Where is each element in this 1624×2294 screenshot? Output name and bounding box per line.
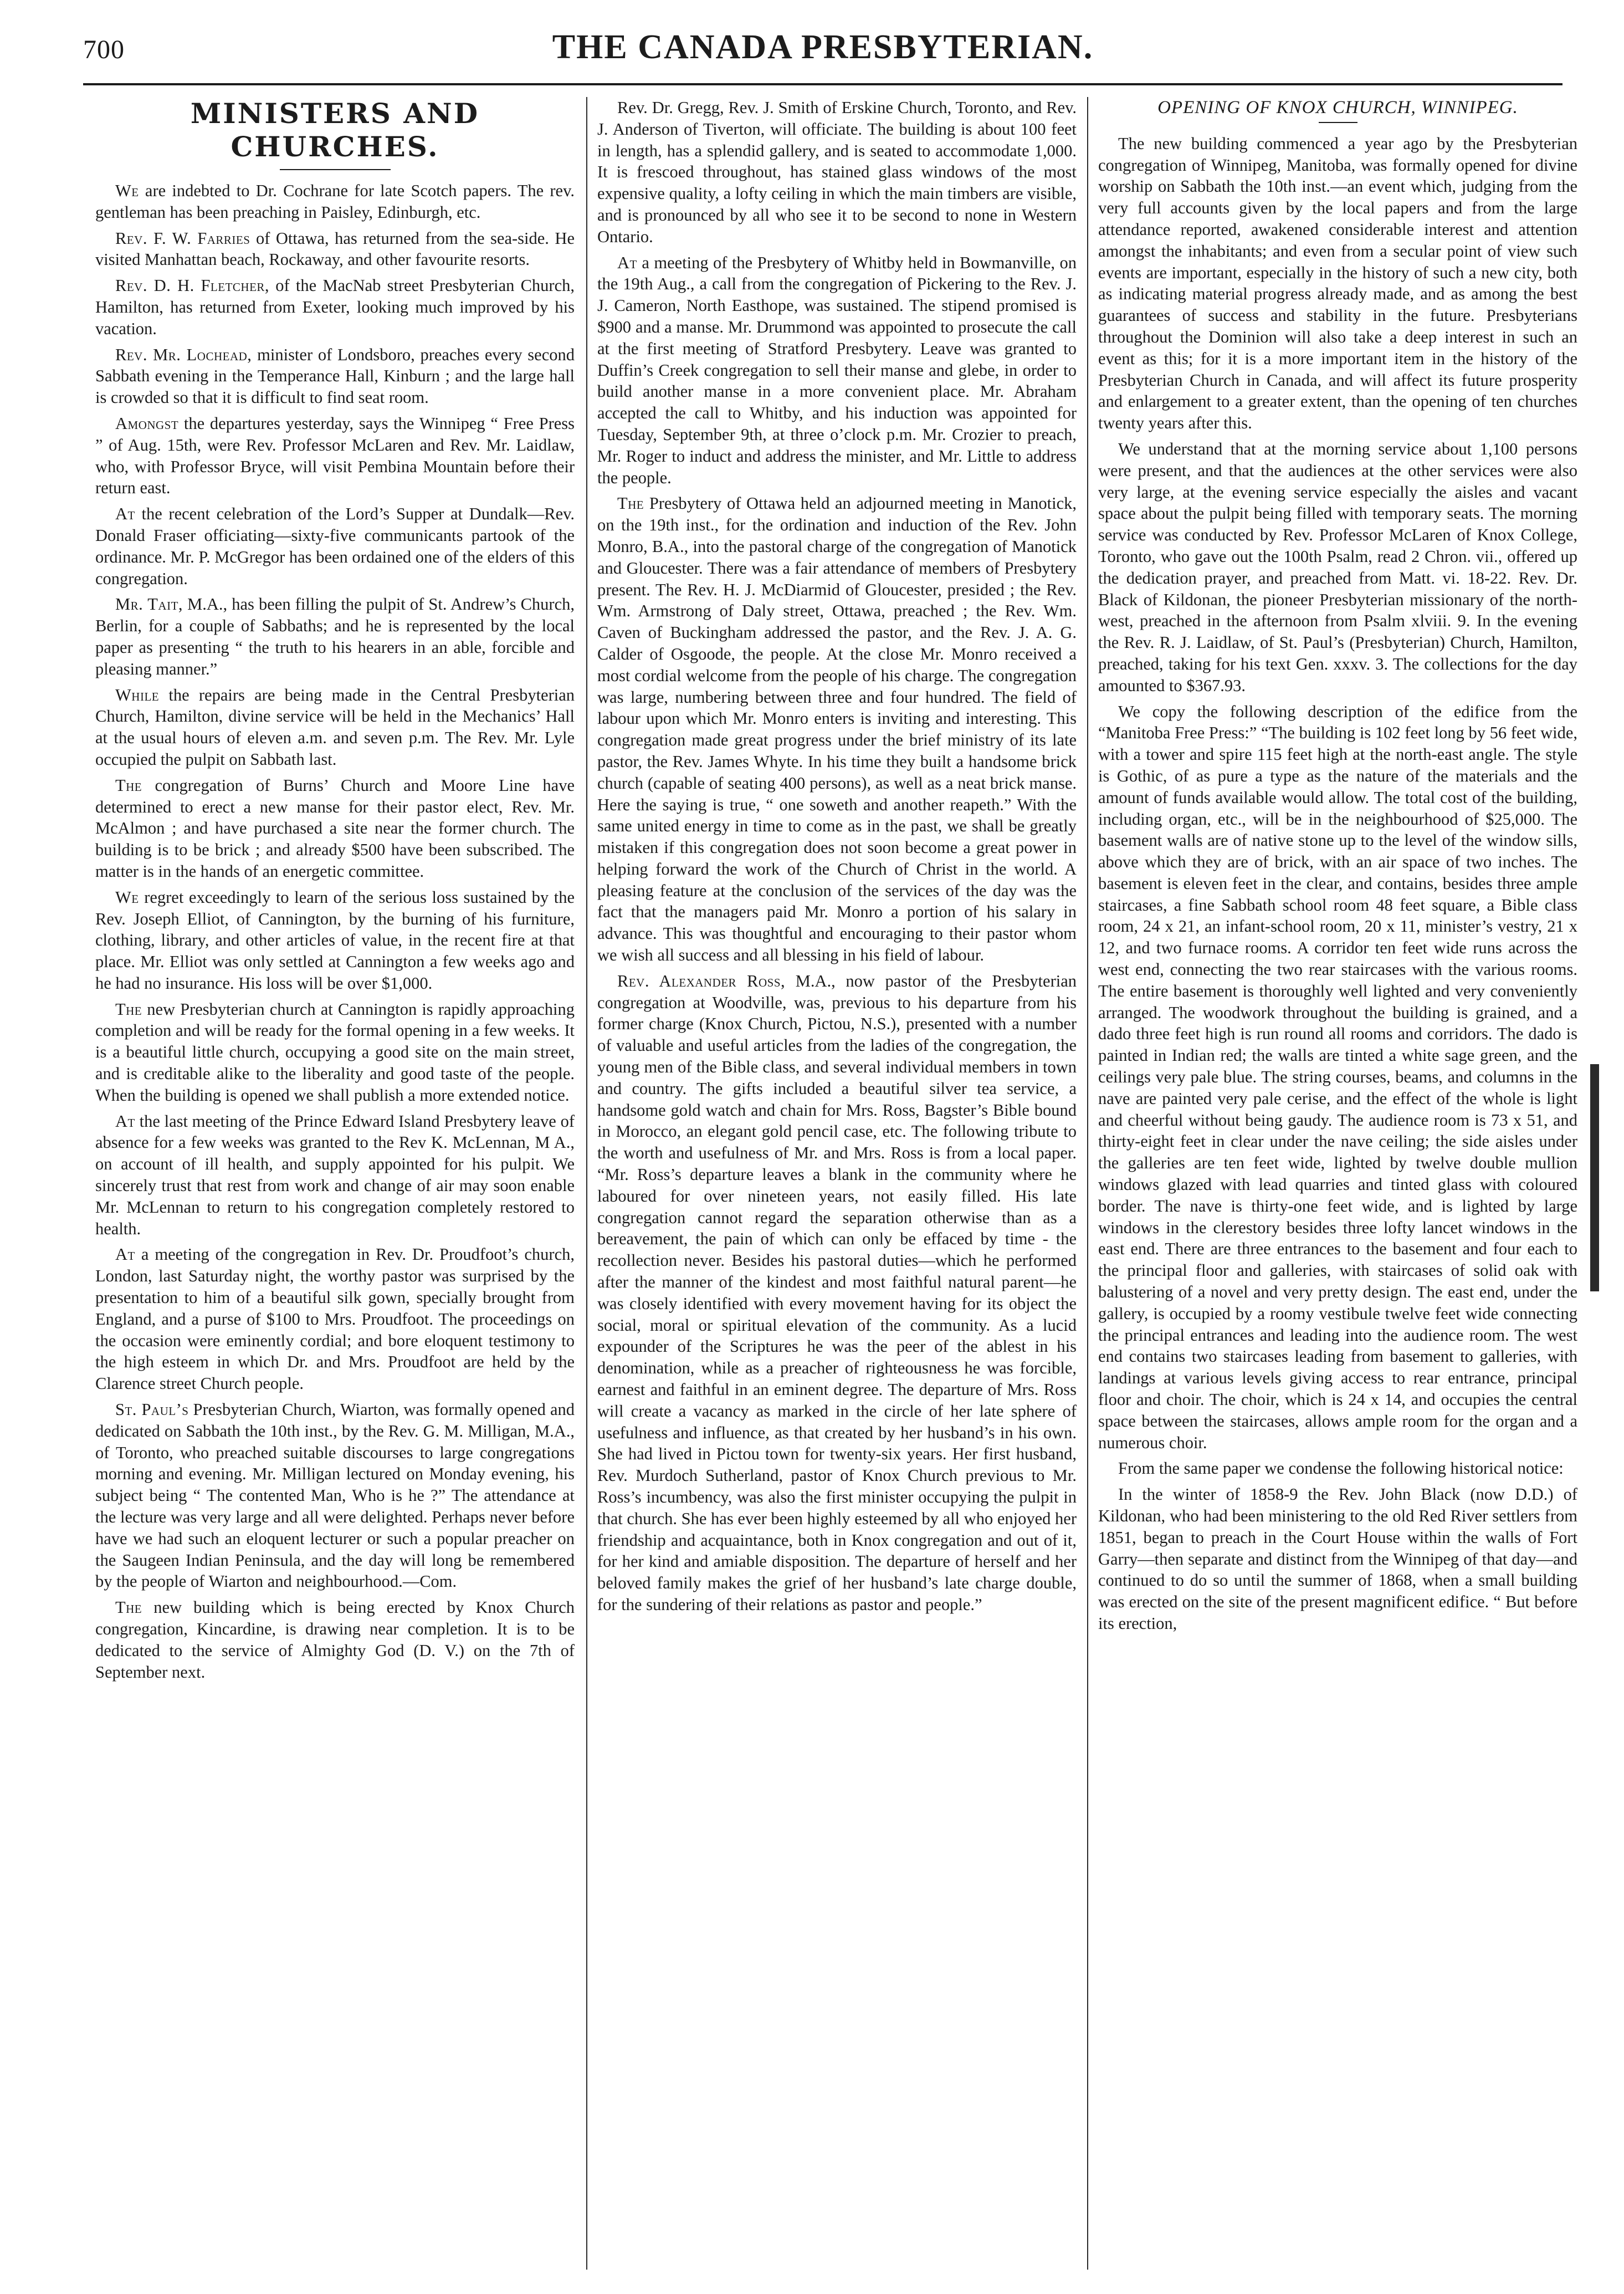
page-header [83, 28, 1562, 78]
paragraph [95, 1244, 575, 1394]
paragraph-lead: At [617, 253, 637, 272]
paragraph [95, 775, 575, 882]
paragraph-lead: At [115, 1111, 135, 1131]
paragraph [95, 180, 575, 223]
paragraph-text: The new building commenced a year ago by the Presbyterian congregation of Winnipeg, Manitoba, was formally opened for divine worship on Sabbath the 10th inst.—an event which, judging from the very full accounts given by the local papers and from the large attendance reported, awakened considerable interest and attention amongst the inhabitants; and even from a secular point of view such events are important, especially in the history of such a new city, both as indicating material progress already made, and as among the best guarantees of success and stability in the future. Presbyterians throughout the Dominion will also take a deep interest in such an event as this; for it is a more important item in the history of the Presbyterian Church in Canada, and will affect its future prosperity and enlargement to a greater extent, than the opening of ten churches twenty years after this. [1098, 134, 1577, 433]
paragraph-list [597, 97, 1077, 1616]
paragraph [597, 252, 1077, 489]
paragraph-lead: While [115, 685, 160, 704]
paragraph-text: new Presbyterian church at Cannington is rapidly approaching completion and will be ready for the formal opening in a few weeks. It is a beautiful little church, occupying a good site on the main street, and is creditable alike to the liberality and good taste of the people. When the building is opened we shall publish a more extended notice. [95, 999, 575, 1105]
paragraph [95, 594, 575, 679]
paragraph-text: the recent celebration of the Lord’s Supper at Dundalk—Rev. Donald Fraser officiating—sixty-five communicants partook of the ordinance. Mr. P. McGregor has been ordained one of the elders of this congregation. [95, 504, 575, 588]
section-title: MINISTERS AND CHURCHES. [190, 97, 480, 163]
paragraph-text: We copy the following description of the edifice from the “Manitoba Free Press:” “The building is 102 feet long by 56 feet wide, with a tower and spire 115 feet high at the north-east angle. The style is Gothic, of as pure a type as the nature of the materials and the amount of funds available would allow. The total cost of the building, including organ, etc., will be in the neighbourhood of $25,000. The basement walls are of native stone up to the level of the window sills, above which they are of brick, with an air space of two inches. The basement is eleven feet in the clear, and contains, besides three ample staircases, a fine Sabbath school room 48 feet square, a Bible class room, 24 x 21, an infant-school room, 20 x 11, minister’s vestry, 21 x 12, and two furnace rooms. A corridor ten feet wide runs across the west end, connecting the two rear staircases with the various rooms. The entire basement is thoroughly well lighted and very conveniently arranged. The woodwork throughout the building is grained, and a dado three feet high is run round all rooms and corridors. The dado is painted in Indian red; the walls are tinted a white sage green, and the ceilings very pale blue. The string courses, beams, and columns in the nave are painted very pale cerise, and the effect of the whole is light and cheerful without being gaudy. The audience room is 73 x 51, and thirty-eight feet in clear under the nave ceiling; the side aisles under the galleries are ten feet wide, lighted by twelve double mullion windows glazed with lead quarries and tinted glass with coloured border. The nave is thirty-one feet wide, and is lighted by large windows in the clerestory besides three lofty lancet windows in the east end. There are three entrances to the basement and four each to the principal floor and galleries, with staircases of solid oak with balustering of a novel and very pretty design. The east end, under the gallery, is occupied by a roomy vestibule twelve feet wide connecting the principal entrances and leading into the audience room. The west end contains two staircases leading from basement to galleries, with landings at various levels giving access to rear entrance, principal floor and choir. The choir, which is 24 x 14, and occupies the central space between the staircases, allows ample room for the organ and a numerous choir. [1098, 702, 1577, 1452]
paragraph [95, 887, 575, 994]
paragraph-lead: St. Paul’s [115, 1400, 189, 1419]
paragraph-text: Presbytery of Ottawa held an adjourned meeting in Manotick, on the 19th inst., for the ordination and induction of the Rev. John Monro, B.A., into the pastoral charge of the congregation of Manotick and Gloucester. There was a fair attendance of members of Presbytery present. The Rev. H. J. McDiarmid of Gloucester, presided ; the Rev. Wm. Armstrong of Daly street, Ottawa, preached ; the Rev. Wm. Caven of Buckingham addressed the pastor, and the Rev. J. A. G. Calder of Osgoode, the people. At the close Mr. Monro received a most cordial welcome from the people of his charge. The congregation was large, numbering between three and four hundred. The field of labour upon which Mr. Monro enters is inviting and interesting. This congregation made great progress under the brief ministry of its late pastor, the Rev. James Whyte. In his time they built a handsome brick church (capable of seating 400 persons), as well as a neat brick manse. Here the saying is true, “ one soweth and another reapeth.” With the same united energy in time to come as in the past, we shall be greatly mistaken if this congregation does not soon become a great power in helping forward the work of the Church of Christ in the world. A pleasing feature at the conclusion of the services of the day was the fact that the managers paid Mr. Monro a portion of his salary in advance. This was thoughtful and encouraging to their pastor whom we wish all success and all blessing in his field of labour. [597, 494, 1077, 965]
paragraph-text: congregation of Burns’ Church and Moore Line have determined to erect a new manse for their pastor elect, Rev. Mr. McAlmon ; and have purchased a site near the former church. The building is to be brick ; and already $500 have been subscribed. The matter is in the hands of an energetic committee. [95, 775, 575, 881]
paragraph-lead: We [115, 887, 139, 907]
masthead: THE CANADA PRESBYTERIAN. [552, 28, 1094, 66]
paragraph-text: M.A., now pastor of the Presbyterian congregation at Woodville, was, previous to his departure from his former charge (Knox Church, Pictou, N.S.), presented with a number of valuable and useful articles from the ladies of the congregation, the young men of the Bible class, and several individual members in town and country. The gifts included a beautiful silver tea service, a handsome gold watch and chain for Mrs. Ross, Bagster’s Bible bound in Morocco, an elegant gold pencil case, etc. The following tribute to the worth and usefulness of Mr. and Mrs. Ross is from a local paper. “Mr. Ross’s departure leaves a blank in the community where he laboured for over nineteen years, not easily filled. His late congregation cannot regard the separation otherwise than as a bereavement, the pain of which can only be effaced by time - the recollection never. Besides his pastoral duties—which he performed after the manner of the kindest and most faithful natural parent—he was closely identified with every movement having for its object the social, moral or spiritual elevation of the community. As a lucid expounder of the Scriptures he was the peer of the ablest in his denomination, while as a preacher of righteousness he was forcible, earnest and faithful in an eminent degree. The departure of Mrs. Ross will create a vacancy as marked in the circle of her late sphere of usefulness and influence, as that created by her husband’s in his own. She had lived in Pictou town for twenty-six years. Her first husband, Rev. Murdoch Sutherland, pastor of Knox Church previous to Mr. Ross’s incumbency, was also the first minister occupying the pulpit in that church. She has ever been highly esteemed by all who enjoyed her friendship and acquaintance, both in Knox congregation and out of it, for her kind and amiable disposition. The departure of herself and her beloved family makes the grief of her husband’s late charge double, for the sundering of their relations as pastor and people.” [597, 971, 1077, 1614]
paragraph-text: regret exceedingly to learn of the serious loss sustained by the Rev. Joseph Elliot, of Cannington, by the burning of his furniture, clothing, library, and other articles of value, in the recent fire at that place. Mr. Elliot was only settled at Cannington a few weeks ago and he had no insurance. His loss will be over $1,000. [95, 887, 575, 993]
paragraph [95, 1111, 575, 1240]
article-title-rule [1319, 122, 1357, 123]
paragraph-lead: Rev. D. H. Fletcher, [115, 276, 270, 295]
section-title-rule [280, 169, 391, 170]
paragraph-lead: Rev. Mr. Lochead, [115, 345, 252, 364]
paragraph-text: In the winter of 1858-9 the Rev. John Black (now D.D.) of Kildonan, who had been ministering to the old Red River settlers from 1851, began to preach in the Court House within the walls of Fort Garry—then separate and distinct from the Winnipeg of that day—and continued to do so until the summer of 1868, when a small building was erected on the site of the present magnificent edifice. “ But before its erection, [1098, 1485, 1577, 1633]
paragraph [1098, 438, 1577, 697]
paragraph-text: Presbyterian Church, Wiarton, was formally opened and dedicated on Sabbath the 10th inst., by the Rev. G. M. Milligan, M.A., of Toronto, who preached suitable discourses to large congregations morning and evening. Mr. Milligan lectured on Monday evening, his subject being “ The contented Man, Who is he ?” The attendance at the lecture was very large and all were delighted. Perhaps never before have we had such an eloquent lecturer or such a popular preacher on the Saugeen Indian Peninsula, and the day will long be remembered by the people of Wiarton and neighbourhood.—Com. [95, 1400, 575, 1591]
paragraph-lead: At [115, 1245, 135, 1264]
paragraph-text: new building which is being erected by Knox Church congregation, Kincardine, is drawing near completion. It is to be dedicated to the service of Almighty God (D. V.) on the 7th of September next. [95, 1598, 575, 1682]
paragraph-text: a meeting of the congregation in Rev. Dr. Proudfoot’s church, London, last Saturday night, the worthy pastor was surprised by the presentation to him of a beautiful silk gown, specially brought from England, and a purse of $100 to Mrs. Proudfoot. The proceedings on the occasion were eminently cordial; and bore eloquent testimony to the high esteem in which Dr. and Mrs. Proudfoot are held by the Clarence street Church people. [95, 1245, 575, 1393]
paragraph-text: M.A., has been filling the pulpit of St. Andrew’s Church, Berlin, for a couple of Sabbaths; and he is represented by the local paper as presenting “ the truth to his hearers in an able, forcible and pleasing manner.” [95, 595, 575, 678]
paragraph-text: the repairs are being made in the Central Presbyterian Church, Hamilton, divine service will be held in the Mechanics’ Hall at the usual hours of eleven a.m. and seven p.m. The Rev. Mr. Lyle occupied the pulpit on Sabbath last. [95, 685, 575, 769]
paragraph-lead: The [115, 999, 142, 1019]
paragraph-text: a meeting of the Presbytery of Whitby held in Bowmanville, on the 19th Aug., a call from the congregation of Pickering to the Rev. J. J. Cameron, North Easthope, was sustained. The stipend promised is $900 and a manse. Mr. Drummond was appointed to prosecute the call at the first meeting of Stratford Presbytery. Leave was granted to Duffin’s Creek congregation to sell their manse and glebe, in order to build another manse in a more convenient place. Mr. Abraham accepted the call to Whitby, and his induction was appointed for Tuesday, September 9th, at three o’clock p.m. Mr. Crozier to preach, Mr. Roger to induct and address the minister, and Mr. Little to address the people. [597, 253, 1077, 487]
paragraph-text: From the same paper we condense the following historical notice: [1118, 1459, 1564, 1478]
paragraph-text: We understand that at the morning service about 1,100 persons were present, and that the audiences at the other services were also very large, at the evening service especially the aisles and vacant space about the pulpit being filled with temporary seats. The morning service was conducted by Rev. Professor McLaren of Knox College, Toronto, who gave out the 100th Psalm, read 2 Chron. vii., offered up the dedication prayer, and preached from Matt. vi. 18-22. Rev. Dr. Black of Kildonan, the pioneer Presbyterian missionary of the north-west, preached in the afternoon from Psalm xlviii. 9. In the evening the Rev. R. J. Laidlaw, of St. Paul’s (Presbyterian) Church, Hamilton, preached, taking for his text Gen. xxxv. 3. The collections for the day amounted to $367.93. [1098, 439, 1577, 695]
paragraph [1098, 1458, 1577, 1479]
paragraph [95, 228, 575, 271]
paragraph-text: the departures yesterday, says the Winnipeg “ Free Press ” of Aug. 15th, were Rev. Professor McLaren and Rev. Mr. Laidlaw, who, with Professor Bryce, will visit Pembina Mountain before their return east. [95, 413, 575, 498]
paragraph [95, 275, 575, 339]
column-2 [597, 97, 1077, 2275]
paragraph [95, 1399, 575, 1592]
paragraph-lead: Amongst [115, 413, 179, 433]
paragraph [95, 413, 575, 499]
paragraph [597, 970, 1077, 1616]
paragraph-lead: At [115, 504, 135, 524]
column-rule [586, 97, 587, 2270]
paragraph-text: minister of Londsboro, preaches every second Sabbath evening in the Temperance Hall, Kinburn ; and the large hall is crowded so that it is difficult to find seat room. [95, 345, 575, 407]
paragraph [597, 97, 1077, 248]
paragraph [95, 344, 575, 408]
paragraph-lead: The [617, 494, 644, 513]
paragraph-text: of Ottawa, has returned from the sea-side. He visited Manhattan beach, Rockaway, and other favourite resorts. [95, 228, 575, 269]
paragraph-lead: Rev. Alexander Ross, [617, 971, 786, 990]
column-3 [1098, 97, 1577, 2275]
paragraph [597, 493, 1077, 966]
paragraph-lead: Rev. F. W. Farries [115, 228, 250, 248]
page-number: 700 [83, 35, 125, 64]
paragraph-list [95, 180, 575, 1683]
paragraph-lead: The [115, 775, 142, 795]
paragraph-text: are indebted to Dr. Cochrane for late Scotch papers. The rev. gentleman has been preaching in Paisley, Edinburgh, etc. [95, 181, 575, 222]
paragraph-list [1098, 133, 1577, 1634]
column-rule [1087, 97, 1088, 2270]
column-1 [95, 97, 575, 2275]
paragraph [1098, 133, 1577, 434]
paragraph [95, 503, 575, 589]
article-title: OPENING OF KNOX CHURCH, WINNIPEG. [1157, 98, 1518, 117]
paragraph-text: the last meeting of the Prince Edward Island Presbytery leave of absence for a few weeks was granted to the Rev K. McLennan, M A., on account of ill health, and supply appointed for his pulpit. We sincerely trust that rest from work and change of air may soon enable Mr. McLennan to return to his congregation completely restored to health. [95, 1111, 575, 1238]
header-rule [83, 83, 1562, 85]
paragraph [95, 1597, 575, 1683]
paragraph-lead: The [115, 1598, 142, 1617]
paragraph [95, 684, 575, 770]
paragraph [1098, 1484, 1577, 1634]
margin-bar [1590, 1064, 1599, 1291]
paragraph-lead: Mr. Tait, [115, 595, 183, 614]
paragraph [1098, 701, 1577, 1454]
paragraph-text: Rev. Dr. Gregg, Rev. J. Smith of Erskine Church, Toronto, and Rev. J. Anderson of Tiverton, will officiate. The building is about 100 feet in length, has a splendid gallery, and is seated to accommodate 1,000. It is frescoed throughout, has stained glass windows of the most expensive quality, a lofty ceiling in which the main timbers are visible, and is pronounced by all who see it to be second to none in Western Ontario. [597, 98, 1077, 246]
paragraph [95, 999, 575, 1106]
paragraph-text: of the MacNab street Presbyterian Church, Hamilton, has returned from Exeter, looking much improved by his vacation. [95, 276, 575, 338]
paragraph-lead: We [115, 181, 139, 200]
